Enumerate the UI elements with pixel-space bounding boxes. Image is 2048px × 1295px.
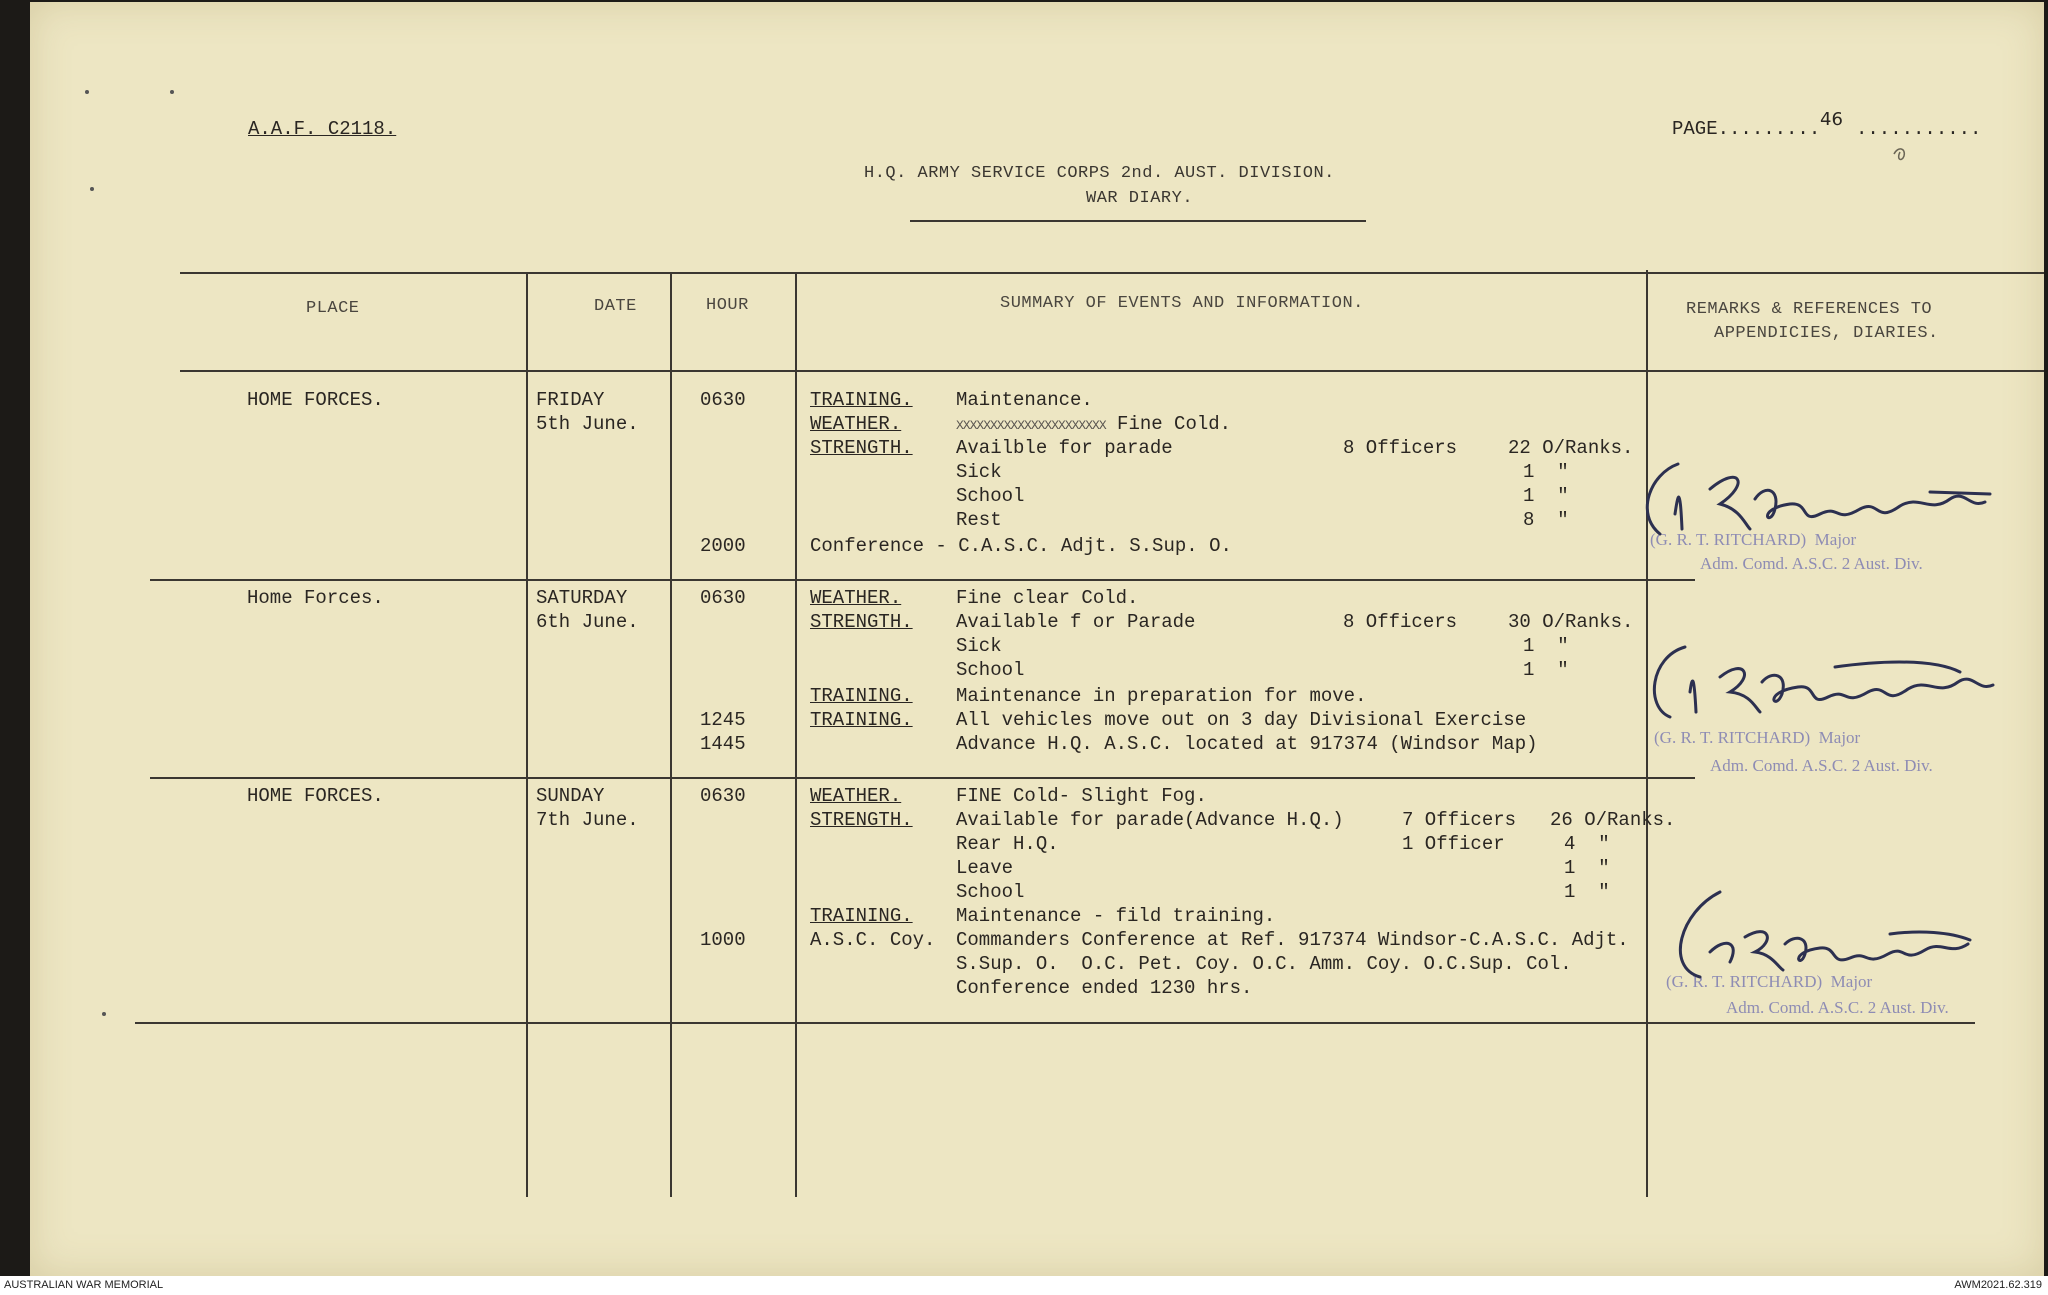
ranks-count: 1 " bbox=[1523, 461, 1569, 483]
entry-hour: 0630 bbox=[700, 785, 746, 807]
entry-day: SUNDAY bbox=[536, 785, 605, 807]
officers-count: 7 Officers bbox=[1402, 809, 1517, 831]
punch-mark bbox=[90, 187, 94, 191]
line-text: School bbox=[956, 659, 1025, 681]
line-label: STRENGTH. bbox=[810, 437, 913, 459]
line-text: Rear H.Q. bbox=[956, 833, 1059, 855]
line-text: School bbox=[956, 485, 1025, 507]
ranks-count: 26 O/Ranks. bbox=[1550, 809, 1676, 831]
entry-hour: 0630 bbox=[700, 389, 746, 411]
page-number: 46 bbox=[1820, 109, 1843, 130]
line-text: Commanders Conference at Ref. 917374 Windsor-C.A.S.C. Adjt. bbox=[956, 929, 1629, 951]
entry-day: SATURDAY bbox=[536, 587, 628, 609]
diary-title: H.Q. ARMY SERVICE CORPS 2nd. AUST. DIVISION. bbox=[864, 164, 1335, 183]
col-header-summary: SUMMARY OF EVENTS AND INFORMATION. bbox=[1000, 294, 1364, 313]
table-top-rule bbox=[180, 272, 2044, 274]
officers-count: 8 Officers bbox=[1343, 437, 1458, 459]
diary-sheet bbox=[30, 2, 2044, 1276]
page-dots: ........... bbox=[1856, 118, 1982, 140]
ranks-count: 22 O/Ranks. bbox=[1508, 437, 1634, 459]
table-bottom-rule bbox=[135, 1022, 1975, 1024]
line-text: Advance H.Q. A.S.C. located at 917374 (Windsor Map) bbox=[956, 733, 1538, 755]
line-label: WEATHER. bbox=[810, 587, 902, 609]
line-text: Maintenance - fild training. bbox=[956, 905, 1276, 927]
punch-mark bbox=[170, 90, 174, 94]
officers-count: 8 Officers bbox=[1343, 611, 1458, 633]
line-label: TRAINING. bbox=[810, 685, 913, 707]
line-text: Availble for parade bbox=[956, 437, 1173, 459]
officer-stamp-appointment: Adm. Comd. A.S.C. 2 Aust. Div. bbox=[1710, 756, 1933, 775]
col-header-date: DATE bbox=[594, 297, 637, 316]
officer-stamp-appointment: Adm. Comd. A.S.C. 2 Aust. Div. bbox=[1726, 998, 1949, 1017]
entry-day: FRIDAY bbox=[536, 389, 605, 411]
officers-count: 1 Officer bbox=[1402, 833, 1505, 855]
entry-rule bbox=[150, 777, 1695, 779]
entry-hour: 2000 bbox=[700, 535, 746, 557]
col-divider bbox=[1646, 270, 1648, 1197]
ranks-count: 1 " bbox=[1523, 635, 1569, 657]
line-text: Fine clear Cold. bbox=[956, 587, 1139, 609]
line-text: School bbox=[956, 881, 1025, 903]
line-label: TRAINING. bbox=[810, 905, 913, 927]
archive-footer bbox=[0, 1276, 2048, 1295]
entry-date: 5th June. bbox=[536, 413, 639, 435]
struck-text: XXXXXXXXXXXXXXXXXXXXXX bbox=[956, 418, 1106, 433]
line-label: A.S.C. Coy. bbox=[810, 929, 936, 951]
col-header-hour: HOUR bbox=[706, 296, 749, 315]
entry-hour: 1245 bbox=[700, 709, 746, 731]
entry-hour: 1000 bbox=[700, 929, 746, 951]
diary-subtitle: WAR DIARY. bbox=[1086, 189, 1194, 208]
line-label: TRAINING. bbox=[810, 709, 913, 731]
line-text: Conference ended 1230 hrs. bbox=[956, 977, 1253, 999]
signature-scribble bbox=[1630, 454, 2030, 549]
col-divider bbox=[795, 272, 797, 1197]
line-text: S.Sup. O. O.C. Pet. Coy. O.C. Amm. Coy. O.C.Sup. Col. bbox=[956, 953, 1572, 975]
line-text: Rest bbox=[956, 509, 1002, 531]
line-text: Available f or Parade bbox=[956, 611, 1196, 633]
ranks-count: 1 " bbox=[1523, 485, 1569, 507]
line-text: FINE Cold- Slight Fog. bbox=[956, 785, 1207, 807]
line-text: Sick bbox=[956, 461, 1002, 483]
line-text: Maintenance. bbox=[956, 389, 1093, 411]
entry-date: 7th June. bbox=[536, 809, 639, 831]
page-label: PAGE......... bbox=[1672, 118, 1821, 140]
line-text: Conference - C.A.S.C. Adjt. S.Sup. O. bbox=[810, 535, 1232, 557]
entry-hour: 0630 bbox=[700, 587, 746, 609]
line-label: STRENGTH. bbox=[810, 611, 913, 633]
line-text: All vehicles move out on 3 day Divisional Exercise bbox=[956, 709, 1527, 731]
officer-stamp: (G. R. T. RITCHARD) Major bbox=[1654, 728, 1861, 747]
form-id: A.A.F. C2118. bbox=[248, 118, 397, 140]
ranks-count: 1 " bbox=[1564, 881, 1610, 903]
punch-mark bbox=[102, 1012, 106, 1016]
line-text: Sick bbox=[956, 635, 1002, 657]
line-label: WEATHER. bbox=[810, 785, 902, 807]
punch-mark bbox=[85, 90, 89, 94]
header-rule bbox=[180, 370, 2044, 372]
ranks-count: 8 " bbox=[1523, 509, 1569, 531]
line-text: Available for parade(Advance H.Q.) bbox=[956, 809, 1344, 831]
ranks-count: 4 " bbox=[1564, 833, 1610, 855]
entry-date: 6th June. bbox=[536, 611, 639, 633]
entry-place: Home Forces. bbox=[247, 587, 384, 609]
col-header-place: PLACE bbox=[306, 299, 360, 318]
col-header-remarks-2: APPENDICIES, DIARIES. bbox=[1714, 324, 1939, 343]
archive-reference: AWM2021.62.319 bbox=[1954, 1279, 2042, 1291]
entry-rule bbox=[150, 579, 1695, 581]
officer-stamp: (G. R. T. RITCHARD) Major bbox=[1650, 530, 1857, 549]
line-text: Leave bbox=[956, 857, 1014, 879]
line-label: STRENGTH. bbox=[810, 809, 913, 831]
title-rule bbox=[910, 220, 1366, 222]
line-text: Maintenance in preparation for move. bbox=[956, 685, 1367, 707]
ranks-count: 1 " bbox=[1523, 659, 1569, 681]
line-label: WEATHER. bbox=[810, 413, 902, 435]
col-divider bbox=[670, 272, 672, 1197]
entry-place: HOME FORCES. bbox=[247, 389, 384, 411]
ranks-count: 1 " bbox=[1564, 857, 1610, 879]
officer-stamp-appointment: Adm. Comd. A.S.C. 2 Aust. Div. bbox=[1700, 554, 1923, 573]
entry-place: HOME FORCES. bbox=[247, 785, 384, 807]
pencil-mark bbox=[1890, 142, 1914, 166]
signature-scribble bbox=[1650, 882, 2010, 992]
line-text: XXXXXXXXXXXXXXXXXXXXXX Fine Cold. bbox=[956, 413, 1232, 435]
col-header-remarks: REMARKS & REFERENCES TO bbox=[1686, 300, 1933, 319]
ranks-count: 30 O/Ranks. bbox=[1508, 611, 1634, 633]
signature-scribble bbox=[1630, 632, 2030, 732]
col-divider bbox=[526, 272, 528, 1197]
archive-name: AUSTRALIAN WAR MEMORIAL bbox=[4, 1279, 164, 1291]
line-label: TRAINING. bbox=[810, 389, 913, 411]
entry-hour: 1445 bbox=[700, 733, 746, 755]
officer-stamp: (G. R. T. RITCHARD) Major bbox=[1666, 972, 1873, 991]
